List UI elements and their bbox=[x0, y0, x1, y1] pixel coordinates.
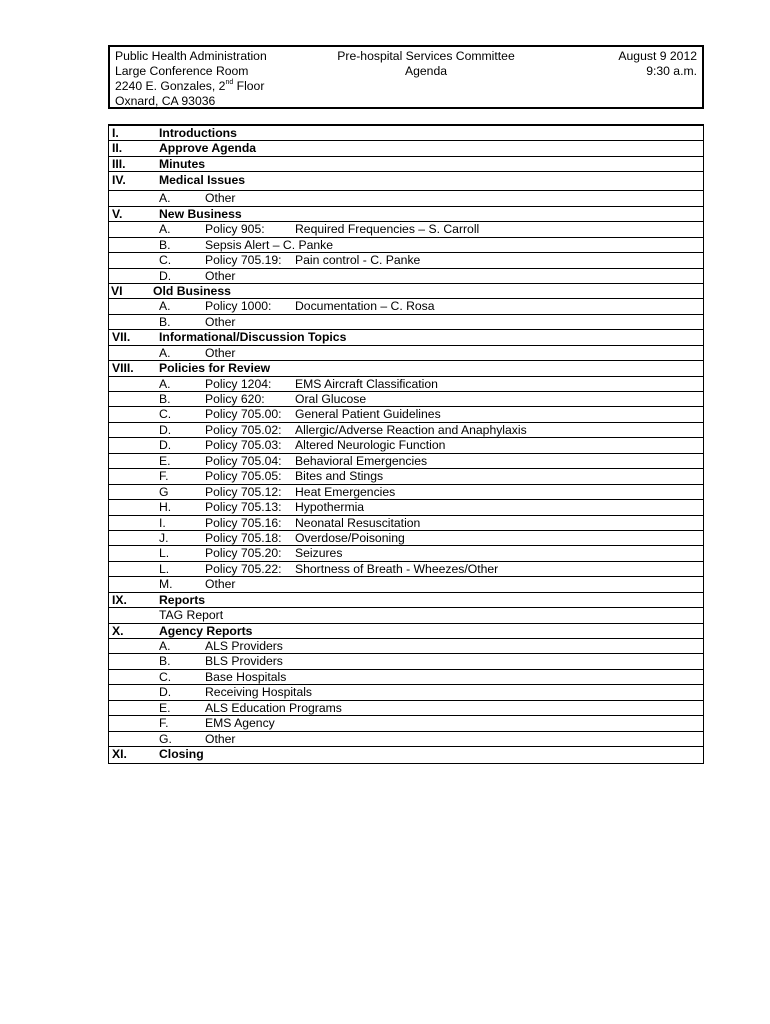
item-letter: D. bbox=[159, 268, 172, 283]
item-description: Overdose/Poisoning bbox=[295, 530, 405, 545]
item-policy: Policy 705.13: bbox=[205, 500, 282, 515]
agenda-table bbox=[108, 124, 704, 764]
agenda-section-row bbox=[109, 157, 703, 172]
item-description: Documentation – C. Rosa bbox=[295, 299, 435, 314]
section-title: Approve Agenda bbox=[159, 141, 257, 156]
agenda-section-row bbox=[109, 207, 703, 222]
item-letter: D. bbox=[159, 422, 172, 437]
item-policy: Policy 705.05: bbox=[205, 469, 282, 484]
item-description: Hypothermia bbox=[295, 500, 365, 515]
item-text: Other bbox=[205, 314, 236, 329]
item-letter: E. bbox=[159, 453, 171, 468]
item-text: Base Hospitals bbox=[205, 669, 287, 684]
agenda-item-row bbox=[109, 670, 703, 685]
item-policy: Policy 1000: bbox=[205, 299, 272, 314]
item-text: EMS Agency bbox=[205, 716, 275, 731]
section-title: Old Business bbox=[153, 283, 231, 298]
document-title: Agenda bbox=[404, 64, 448, 78]
section-number: VII. bbox=[112, 330, 131, 345]
agenda-item-row bbox=[109, 238, 703, 253]
section-title: Reports bbox=[159, 592, 206, 607]
item-letter: A. bbox=[159, 376, 171, 391]
item-policy: Policy 705.02: bbox=[205, 422, 282, 437]
item-policy: Policy 705.16: bbox=[205, 515, 282, 530]
item-letter: B. bbox=[159, 654, 171, 669]
item-text: Other bbox=[205, 731, 236, 746]
section-number: V. bbox=[112, 206, 123, 221]
agenda-item-row bbox=[109, 392, 703, 407]
item-letter: F. bbox=[159, 716, 169, 731]
agenda-section-row bbox=[109, 747, 703, 763]
item-letter: D. bbox=[159, 685, 172, 700]
agenda-item-row bbox=[109, 685, 703, 700]
agenda-item-row bbox=[109, 315, 703, 330]
item-letter: A. bbox=[159, 639, 171, 653]
item-letter: C. bbox=[159, 407, 172, 422]
agenda-item-row bbox=[109, 377, 703, 392]
meeting-header bbox=[108, 45, 704, 109]
item-letter: B. bbox=[159, 237, 171, 252]
item-letter: L. bbox=[159, 546, 170, 561]
item-letter: B. bbox=[159, 392, 171, 406]
section-title: Policies for Review bbox=[159, 361, 271, 376]
section-number: IX. bbox=[112, 592, 127, 607]
city-address: Oxnard, CA 93036 bbox=[115, 94, 216, 108]
item-policy: Policy 620: bbox=[205, 392, 265, 406]
item-letter: B. bbox=[159, 314, 171, 329]
item-letter: J. bbox=[159, 530, 169, 545]
agenda-item-row bbox=[109, 346, 703, 361]
item-letter: F. bbox=[159, 469, 169, 484]
section-number: VIII. bbox=[112, 361, 134, 376]
agenda-item-row bbox=[109, 485, 703, 500]
item-policy: Policy 705.12: bbox=[205, 484, 282, 499]
item-description: Neonatal Resuscitation bbox=[295, 515, 421, 530]
agenda-item-row bbox=[109, 608, 703, 623]
item-text: Other bbox=[205, 345, 236, 360]
agenda-item-row bbox=[109, 701, 703, 716]
agenda-section-row bbox=[109, 172, 703, 191]
meeting-date: August 9 2012 bbox=[618, 49, 697, 63]
agenda-item-row bbox=[109, 253, 703, 268]
item-text: Other bbox=[205, 577, 236, 592]
item-letter: D. bbox=[159, 438, 172, 453]
section-number: X. bbox=[112, 623, 124, 638]
item-description: Altered Neurologic Function bbox=[295, 438, 446, 453]
agenda-item-row bbox=[109, 516, 703, 531]
item-policy: Policy 705.22: bbox=[205, 561, 282, 576]
item-description: EMS Aircraft Classification bbox=[295, 376, 438, 391]
item-description: Pain control - C. Panke bbox=[295, 253, 421, 268]
agenda-item-row bbox=[109, 577, 703, 592]
item-policy: Policy 905: bbox=[205, 222, 265, 237]
agenda-section-row bbox=[109, 126, 703, 141]
agenda-item-row bbox=[109, 500, 703, 515]
agenda-item-row bbox=[109, 654, 703, 669]
item-policy: Policy 705.03: bbox=[205, 438, 282, 453]
item-letter: H. bbox=[159, 500, 172, 515]
agenda-section-row bbox=[109, 330, 703, 345]
item-policy: Policy 705.18: bbox=[205, 530, 282, 545]
agenda-item-row bbox=[109, 191, 703, 206]
section-number: I. bbox=[112, 126, 119, 140]
item-text: ALS Providers bbox=[205, 639, 283, 653]
agenda-item-row bbox=[109, 269, 703, 284]
street-address: 2240 E. Gonzales, 2nd Floor bbox=[115, 78, 265, 93]
agenda-item-row bbox=[109, 562, 703, 577]
item-letter: G bbox=[159, 484, 169, 499]
agenda-item-row bbox=[109, 407, 703, 422]
organization-name: Public Health Administration bbox=[115, 49, 267, 63]
item-description: Bites and Stings bbox=[295, 469, 384, 484]
agenda-item-row bbox=[109, 222, 703, 237]
agenda-item-row bbox=[109, 438, 703, 453]
item-policy: Policy 705.04: bbox=[205, 453, 282, 468]
item-letter: C. bbox=[159, 253, 172, 268]
item-description: Allergic/Adverse Reaction and Anaphylaxis bbox=[295, 422, 527, 437]
agenda-section-row bbox=[109, 284, 703, 299]
item-description: Heat Emergencies bbox=[295, 484, 396, 499]
item-text: ALS Education Programs bbox=[205, 700, 342, 715]
meeting-room: Large Conference Room bbox=[115, 64, 249, 78]
item-letter: L. bbox=[159, 561, 170, 576]
section-number: III. bbox=[112, 156, 126, 171]
section-title: Agency Reports bbox=[159, 623, 253, 638]
item-text: Other bbox=[205, 268, 236, 283]
item-text: Sepsis Alert – C. Panke bbox=[205, 237, 334, 252]
section-number: II. bbox=[112, 141, 123, 156]
item-letter: A. bbox=[159, 345, 171, 360]
agenda-item-row bbox=[109, 546, 703, 561]
agenda-item-row bbox=[109, 454, 703, 469]
section-title: Closing bbox=[159, 747, 204, 762]
item-policy: Policy 1204: bbox=[205, 376, 272, 391]
section-number: VI bbox=[111, 283, 123, 298]
agenda-item-row bbox=[109, 299, 703, 314]
section-number: XI. bbox=[112, 747, 127, 762]
agenda-section-row bbox=[109, 361, 703, 376]
section-title: Minutes bbox=[159, 156, 206, 171]
item-letter: G. bbox=[159, 731, 172, 746]
agenda-section-row bbox=[109, 624, 703, 639]
item-description: General Patient Guidelines bbox=[295, 407, 441, 422]
agenda-item-row bbox=[109, 716, 703, 731]
item-description: Behavioral Emergencies bbox=[295, 453, 428, 468]
agenda-section-row bbox=[109, 593, 703, 608]
item-letter: A. bbox=[159, 299, 171, 314]
committee-name: Pre-hospital Services Committee bbox=[337, 49, 515, 63]
section-title: Medical Issues bbox=[159, 173, 246, 188]
agenda-section-row bbox=[109, 141, 703, 156]
item-text: Receiving Hospitals bbox=[205, 685, 313, 700]
item-description: Seizures bbox=[295, 546, 343, 561]
item-description: Required Frequencies – S. Carroll bbox=[295, 222, 480, 237]
item-policy: Policy 705.00: bbox=[205, 407, 282, 422]
item-policy: Policy 705.19: bbox=[205, 253, 282, 268]
section-title: Introductions bbox=[159, 126, 237, 140]
item-text: TAG Report bbox=[159, 608, 224, 623]
section-title: Informational/Discussion Topics bbox=[159, 330, 347, 345]
item-letter: M. bbox=[159, 577, 173, 592]
agenda-item-row bbox=[109, 732, 703, 747]
item-description: Shortness of Breath - Wheezes/Other bbox=[295, 561, 499, 576]
item-letter: A. bbox=[159, 222, 171, 237]
agenda-item-row bbox=[109, 469, 703, 484]
item-letter: E. bbox=[159, 700, 171, 715]
item-text: Other bbox=[205, 191, 236, 206]
section-number: IV. bbox=[112, 173, 126, 188]
meeting-time: 9:30 a.m. bbox=[646, 64, 697, 78]
item-policy: Policy 705.20: bbox=[205, 546, 282, 561]
agenda-item-row bbox=[109, 531, 703, 546]
agenda-item-row bbox=[109, 423, 703, 438]
item-letter: A. bbox=[159, 191, 171, 206]
item-letter: C. bbox=[159, 669, 172, 684]
item-letter: I. bbox=[159, 515, 166, 530]
item-text: BLS Providers bbox=[205, 654, 283, 669]
section-title: New Business bbox=[159, 206, 242, 221]
item-description: Oral Glucose bbox=[295, 392, 367, 406]
agenda-item-row bbox=[109, 639, 703, 654]
